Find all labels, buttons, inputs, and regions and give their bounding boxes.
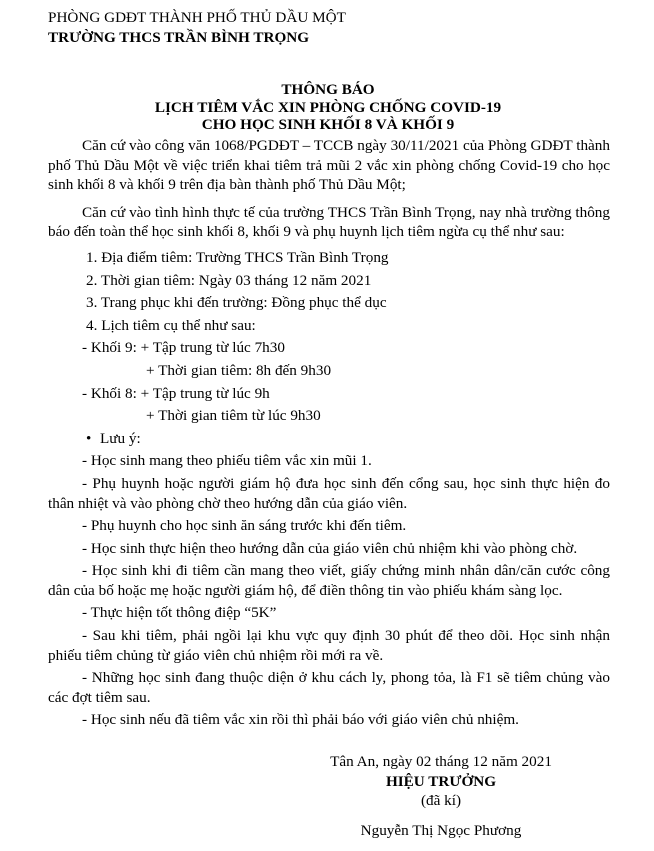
note-item: - Thực hiện tốt thông điệp “5K” — [82, 604, 277, 622]
issuing-organization — [48, 8, 346, 47]
grade8-gather-time: - Khối 8: + Tập trung từ lúc 9h — [82, 384, 270, 402]
document-body — [48, 136, 610, 733]
item-uniform: 3. Trang phục khi đến trường: Đồng phục thể dục — [86, 294, 387, 312]
item-location: 1. Địa điểm tiêm: Trường THCS Trần Bình Trọng — [86, 248, 389, 266]
note-item: - Những học sinh đang thuộc diện ở khu cách ly, phong tỏa, là F1 sẽ tiêm chủng vào các đợt tiêm sau. — [48, 669, 610, 706]
note-item: - Sau khi tiêm, phải ngồi lại khu vực quy định 30 phút để theo dõi. Học sinh nhận phiếu tiêm chủng từ giáo viên chủ nhiệm rồi mới ra về. — [48, 627, 610, 664]
school-name: TRƯỜNG THCS TRẦN BÌNH TRỌNG — [48, 28, 310, 46]
signed-note: (đã kí) — [420, 792, 462, 810]
department-name: PHÒNG GDĐT THÀNH PHỐ THỦ DẦU MỘT — [48, 9, 346, 26]
signature-block — [326, 752, 556, 840]
item-date: 2. Thời gian tiêm: Ngày 03 tháng 12 năm 2021 — [86, 271, 372, 289]
signer-role: HIỆU TRƯỞNG — [385, 772, 497, 790]
note-item: - Phụ huynh hoặc người giám hộ đưa học sinh đến cổng sau, học sinh thực hiện đo thân nhiệt và vào phòng chờ theo hướng dẫn của giáo viên. — [48, 474, 610, 512]
note-item: - Phụ huynh cho học sinh ăn sáng trước khi đến tiêm. — [82, 517, 407, 535]
note-item: - Học sinh khi đi tiêm cần mang theo viết, giấy chứng minh nhân dân/căn cước công dân của bố hoặc mẹ hoặc người giám hộ, để điền thông tin vào phiếu khám sàng lọc. — [48, 562, 610, 599]
title-line-2: LỊCH TIÊM VẮC XIN PHÒNG CHỐNG COVID-19 — [154, 98, 502, 116]
note-item: - Học sinh thực hiện theo hướng dẫn của giáo viên chủ nhiệm khi vào phòng chờ. — [82, 539, 578, 557]
document-title — [48, 81, 608, 134]
title-line-1: THÔNG BÁO — [281, 81, 375, 98]
place-and-date: Tân An, ngày 02 tháng 12 năm 2021 — [330, 753, 552, 770]
grade8-vaccination-time: + Thời gian tiêm từ lúc 9h30 — [146, 407, 321, 425]
grade9-vaccination-time: + Thời gian tiêm: 8h đến 9h30 — [146, 361, 332, 379]
paragraph-basis-official-letter: Căn cứ vào công văn 1068/PGDĐT – TCCB ngày 30/11/2021 của Phòng GDĐT thành phố Thủ Dầu Một về việc triển khai tiêm trả mũi 2 vắc xin phòng chống Covid-19 cho học sinh khối 8 và khối 9 trên địa bàn thành phố Thủ Dầu Một; — [48, 137, 610, 194]
title-line-3: CHO HỌC SINH KHỐI 8 VÀ KHỐI 9 — [201, 116, 455, 134]
note-item: - Học sinh nếu đã tiêm vắc xin rồi thì phải báo với giáo viên chủ nhiệm. — [82, 711, 519, 729]
item-schedule: 4. Lịch tiêm cụ thể như sau: — [86, 316, 256, 334]
notes-heading — [86, 429, 610, 449]
grade9-gather-time: - Khối 9: + Tập trung từ lúc 7h30 — [82, 339, 285, 357]
bullet-icon: • — [86, 429, 92, 447]
notes-label: Lưu ý: — [100, 429, 141, 447]
note-item: - Học sinh mang theo phiếu tiêm vắc xin mũi 1. — [82, 452, 372, 470]
paragraph-basis-school-situation: Căn cứ vào tình hình thực tế của trường THCS Trần Bình Trọng, nay nhà trường thông báo đến toàn thể học sinh khối 8, khối 9 và phụ huynh lịch tiêm ngừa cụ thể như sau: — [48, 203, 610, 241]
signer-name: Nguyễn Thị Ngọc Phương — [360, 821, 522, 839]
